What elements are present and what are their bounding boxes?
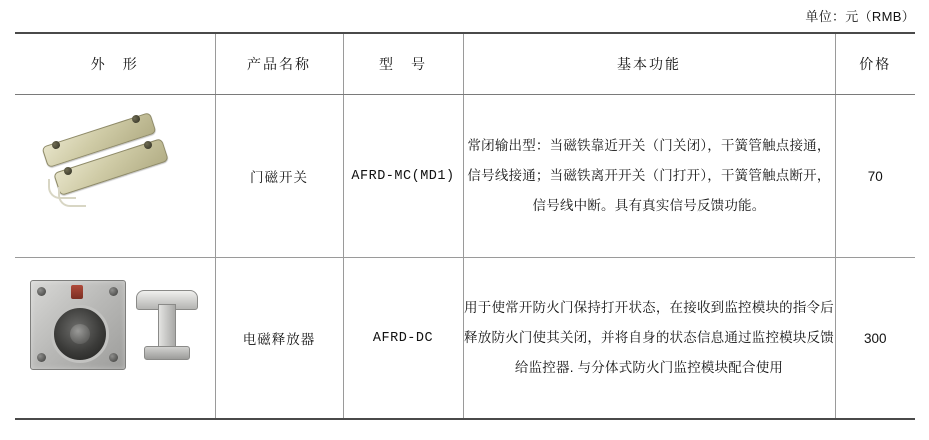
table-row <box>15 95 915 258</box>
product-price: 70 <box>835 95 915 258</box>
product-model: AFRD-MC(MD1) <box>343 95 463 258</box>
column-header-price: 价格 <box>835 33 915 95</box>
screw-icon <box>144 141 152 149</box>
holder-knob <box>71 285 83 299</box>
table-row <box>15 258 915 420</box>
product-price: 300 <box>835 258 915 420</box>
screw-icon <box>64 167 72 175</box>
strike-plate-foot <box>144 346 190 360</box>
door-magnetic-contact-photo <box>20 101 210 221</box>
column-header-shape: 外 形 <box>15 33 215 95</box>
product-name: 电磁释放器 <box>215 258 343 420</box>
mount-hole-icon <box>37 353 46 362</box>
mount-hole-icon <box>109 287 118 296</box>
product-name: 门磁开关 <box>215 95 343 258</box>
product-function: 用于使常开防火门保持打开状态，在接收到监控模块的指令后释放防火门使其关闭，并将自身的状态信息通过监控模块反馈给监控器. 与分体式防火门监控模块配合使用 <box>463 258 835 420</box>
column-header-model: 型 号 <box>343 33 463 95</box>
holder-magnet <box>51 305 109 363</box>
electromagnetic-door-holder-photo <box>20 264 210 384</box>
wire-icon <box>58 187 86 207</box>
product-function: 常闭输出型：当磁铁靠近开关（门关闭），干簧管触点接通，信号线接通；当磁铁离开开关（门打开），干簧管触点断开，信号线中断。具有真实信号反馈功能。 <box>463 95 835 258</box>
strike-plate-stem <box>158 304 176 350</box>
table-header-row <box>15 33 915 95</box>
product-image-cell <box>15 95 215 258</box>
column-header-product-name: 产品名称 <box>215 33 343 95</box>
unit-note: 单位：元（RMB） <box>805 9 915 24</box>
product-spec-table <box>15 32 915 420</box>
mount-hole-icon <box>37 287 46 296</box>
holder-body <box>30 280 126 370</box>
column-header-function: 基本功能 <box>463 33 835 95</box>
mount-hole-icon <box>109 353 118 362</box>
product-model: AFRD-DC <box>343 258 463 420</box>
product-image-cell <box>15 258 215 420</box>
